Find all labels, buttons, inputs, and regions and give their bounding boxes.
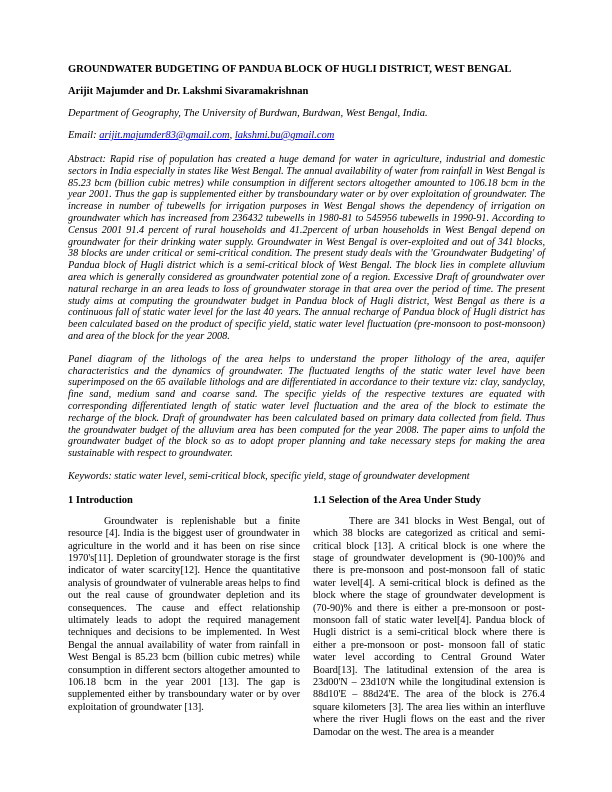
abstract-paragraph-2: Panel diagram of the lithologs of the area helps to understand the proper lithology of the area, aquifer characteristics and the dynamics of groundwater. The fluctuated lengths of the static water level have been superimposed on the 65 available lithologs and are differentiated in accordance to their texture viz: clay, sandyclay, fine sand, medium sand and coarse sand. The specific yields of the respective textures are equated with corresponding differentiated length of static water level fluctuation and the area of the block to estimate the recharge of the block. Draft of groundwater has been calculated based on primary data collected from field. Thus the groundwater budget of the alluvium area has been computed for the year 2008. The paper aims to unfold the groundwater budget of the block so as to adopt proper planning and take necessary steps for making the area sustainable with respect to groundwater. xyxy=(68,353,545,460)
section-heading-introduction: 1 Introduction xyxy=(68,494,133,506)
abstract-paragraph-1: Abstract: Rapid rise of population has created a huge demand for water in agriculture, industrial and domestic sectors in India especially in states like West Bengal. The annual availability of water from rainfall in West Bengal is 85.23 bcm (billion cubic metres) while consumption in different sectors altogether amounted to 106.18 bcm in the year 2001. Thus the gap is supplemented either by transboundary water or by over exploitation of groundwater. The increase in number of tubewells for irrigation purposes in West Bengal shows the dependency of irrigation on groundwater which has increased from 236432 tubewells in 1980-81 to 545956 tubewells in 1990-91. According to Census 2001 91.4 percent of rural households and 41.2percent of urban households in West Bengal depend on groundwater for their drinking water supply. Groundwater in West Bengal is over-exploited and out of 341 blocks, 38 blocks are under critical or semi-critical condition. The present study deals with the 'Groundwater Budgeting' of Pandua block of Hugli district which is a semi-critical block of West Bengal. The block lies in complete alluvium area which is generally considered as groundwater potential zone of a region. Excessive Draft of groundwater over natural recharge in an area leads to loss of groundwater storage in that area over the period of time. The present study aims at computing the groundwater budget in Pandua block of Hugli district, West Bengal as there is a continuous fall of static water level for the last 40 years. The annual recharge of Pandua block of Hugli district has been calculated based on the product of specific yield, static water level fluctuation (pre-monsoon to post-monsoon) and area of the block for the year 2008. xyxy=(68,154,545,342)
right-column xyxy=(313,495,545,739)
keywords-line: Keywords: static water level, semi-critical block, specific yield, stage of groundwater development xyxy=(68,470,470,482)
paper-affiliation: Department of Geography, The University of Burdwan, Burdwan, West Bengal, India. xyxy=(68,108,428,119)
left-column xyxy=(68,495,300,739)
section-heading-area-selection: 1.1 Selection of the Area Under Study xyxy=(313,494,481,506)
paper-title: GROUNDWATER BUDGETING OF PANDUA BLOCK OF HUGLI DISTRICT, WEST BENGAL xyxy=(68,64,512,75)
area-selection-paragraph: There are 341 blocks in West Bengal, out of which 38 blocks are categorized as critical and semi-critical block [13]. A critical block is one where the stage of groundwater development is (90-100)% and there is pre-monsoon and post-monsoon fall of static water level[4]. A semi-critical block is defined as the block where the stage of groundwater development is (70-90)% and there is either a pre-monsoon or post-monsoon fall of static water level[4]. Pandua block of Hugli district is a semi-critical block where there is either a pre-monsoon or post- monsoon fall of static water level according to Central Ground Water Board[13]. The latitudinal extension of the area is 23d00'N – 23d10'N while the longitudinal extension is 88d10'E – 88d24'E. The area of the block is 276.4 square kilometers [3]. The area lies within an interfluve where the river Hugli flows on the east and the river Damodar on the west. The area is a meander xyxy=(313,515,545,738)
introduction-paragraph: Groundwater is replenishable but a finite resource [4]. India is the biggest user of groundwater in agriculture in the world and it has been on rise since 1970's[11]. Depletion of groundwater storage is the first indicator of water scarcity[12]. Hence the quantitative analysis of groundwater of vulnerable areas helps to find out the real cause of groundwater depletion and its consequences. The cause and effect relationship ultimately leads to adopt the required management techniques and decisions to be implemented. In West Bengal the annual availability of water from rainfall in West Bengal is 85.23 bcm (billion cubic metres) while consumption in different sectors altogether amounted to 106.18 bcm in the year 2001 [13]. The gap is supplemented either by transboundary water or by over exploitation of groundwater [13]. xyxy=(68,515,300,713)
email-line xyxy=(68,130,545,142)
paper-authors: Arijit Majumder and Dr. Lakshmi Sivaramakrishnan xyxy=(68,86,309,97)
two-column-body xyxy=(68,495,545,739)
email-link-author2[interactable]: lakshmi.bu@gmail.com xyxy=(234,130,335,141)
email-separator: , xyxy=(229,130,235,141)
email-label: Email: xyxy=(68,130,100,141)
email-link-author1[interactable]: arijit.majumder83@gmail.com xyxy=(99,130,230,141)
